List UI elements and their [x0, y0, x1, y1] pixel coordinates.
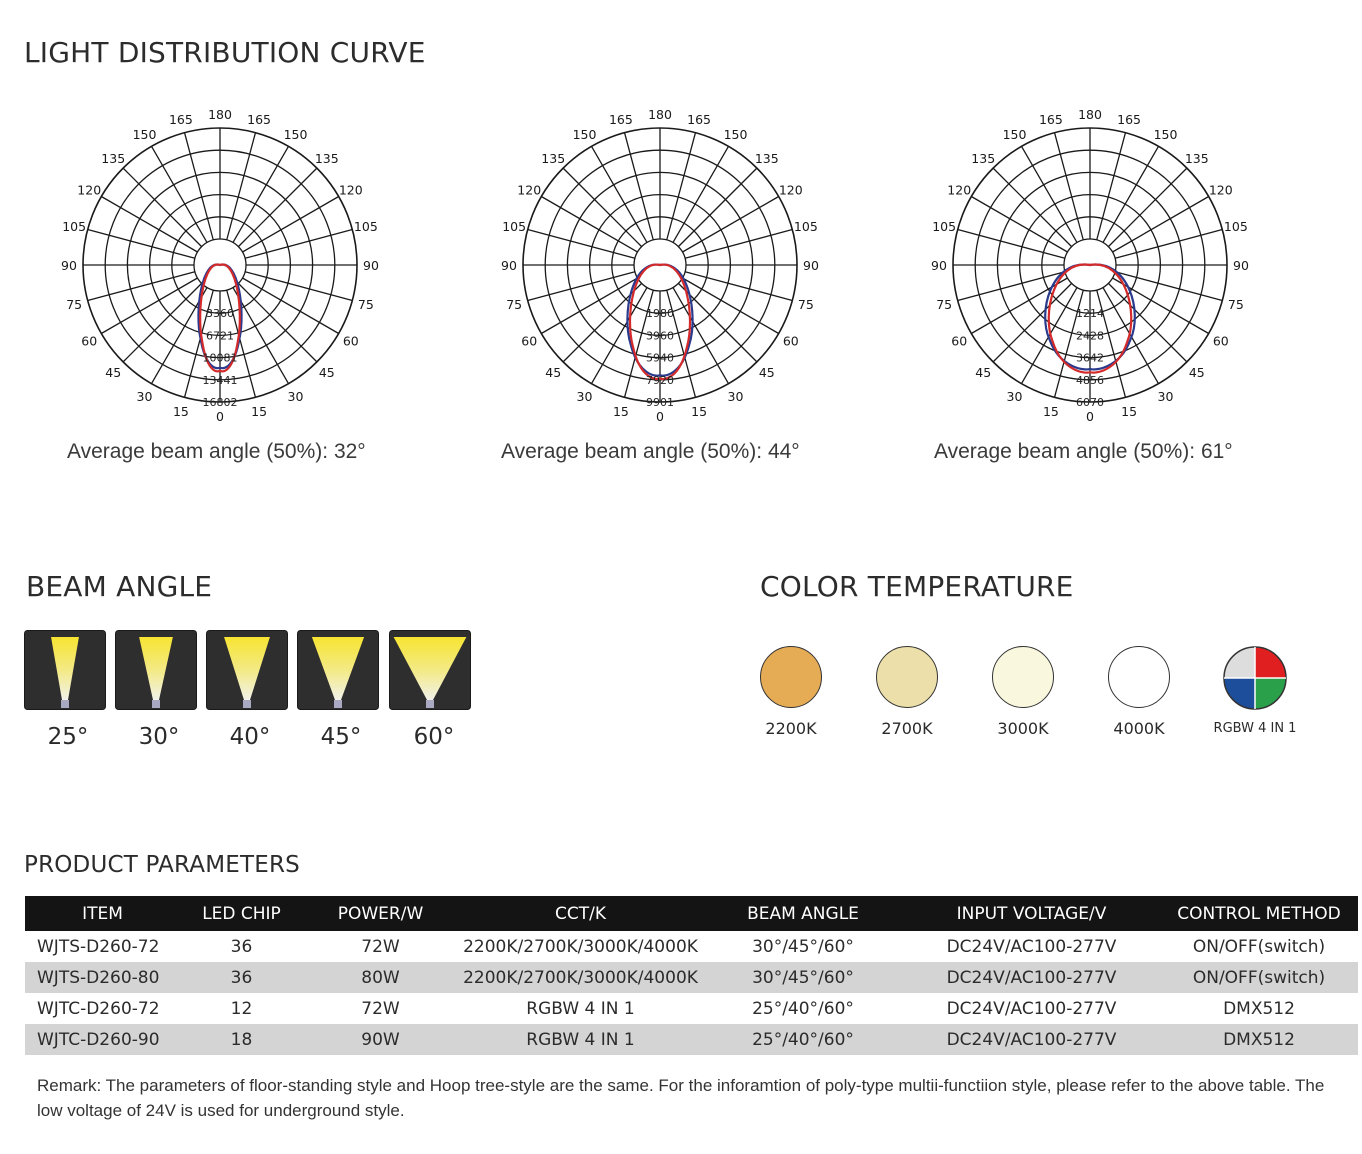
polar-spoke	[238, 283, 316, 361]
product-parameters-title: PRODUCT PARAMETERS	[24, 852, 300, 878]
polar-radial-label: 5940	[646, 351, 674, 365]
polar-angle-label: 75	[797, 297, 814, 313]
polar-spoke	[678, 168, 756, 246]
polar-radial-label: 10081	[202, 351, 238, 365]
polar-angle-label: 165	[1117, 112, 1142, 128]
cell-control-method: ON/OFF(switch)	[1160, 962, 1358, 993]
polar-radial-label: 1980	[646, 307, 674, 321]
cell-cct: RGBW 4 IN 1	[526, 998, 635, 1019]
polar-angle-label: 90	[931, 258, 947, 273]
cell-control-method: DMX512	[1223, 998, 1295, 1019]
cell-item: WJTC-D260-72	[37, 998, 160, 1019]
polar-angle-label: 165	[608, 112, 633, 128]
polar-svg	[480, 100, 840, 430]
polar-radial-label: 1214	[1076, 307, 1104, 321]
cell-item: WJTS-D260-72	[37, 936, 160, 957]
polar-angle-label: 120	[517, 182, 542, 198]
polar-angle-label: 120	[338, 182, 363, 198]
polar-spoke	[528, 272, 635, 301]
cell-input-voltage: DC24V/AC100-277V	[946, 936, 1117, 957]
polar-spoke	[1108, 283, 1186, 361]
cell-beam-angle: 25°/40°/60°	[703, 1024, 903, 1055]
cct-label-2200k: 2200K	[765, 719, 817, 738]
cct-swatch-rgbw	[1223, 646, 1287, 710]
cell-led-chip: 12	[230, 998, 253, 1019]
table-row	[25, 962, 1358, 993]
polar-radial-label: 13441	[202, 373, 238, 387]
polar-chart-61	[910, 100, 1270, 430]
beam-tile-25	[24, 630, 106, 710]
cell-led-chip: 36	[230, 936, 253, 957]
polar-angle-label: 120	[947, 182, 972, 198]
polar-angle-label: 150	[1153, 127, 1178, 143]
polar-angle-label: 165	[168, 112, 193, 128]
polar-radial-label: 3360	[206, 307, 234, 321]
polar-spoke	[958, 230, 1065, 259]
polar-spoke	[625, 133, 654, 240]
beam-label-45: 45°	[320, 724, 362, 750]
header-item: ITEM	[25, 896, 180, 931]
cct-swatch-2200k	[760, 646, 822, 708]
polar-spoke	[667, 133, 696, 240]
polar-angle-label: 30	[576, 388, 593, 404]
polar-angle-label: 60	[342, 333, 359, 349]
cell-cct: 2200K/2700K/3000K/4000K	[463, 936, 698, 957]
polar-angle-label: 150	[723, 127, 748, 143]
table-header-row	[25, 896, 1358, 931]
cct-swatch-2700k	[876, 646, 938, 708]
polar-angle-label: 45	[545, 364, 562, 380]
cell-power: 80W	[303, 962, 458, 993]
cell-cct: 2200K/2700K/3000K/4000K	[458, 962, 703, 993]
polar-angle-label: 45	[758, 364, 775, 380]
beam-label-40: 40°	[229, 724, 271, 750]
polar-radial-label: 9901	[646, 396, 674, 409]
polar-spoke	[1108, 168, 1186, 246]
polar-spoke	[245, 230, 352, 259]
polar-angle-label: 150	[283, 127, 308, 143]
polar-angle-label: 75	[1227, 297, 1244, 313]
polar-angle-label: 15	[691, 403, 708, 419]
cell-led-chip: 36	[180, 962, 303, 993]
polar-chart-44	[480, 100, 840, 430]
polar-angle-label: 0	[216, 409, 224, 424]
polar-angle-label: 60	[81, 333, 98, 349]
polar-angle-label: 30	[1157, 388, 1174, 404]
cct-label-3000k: 3000K	[997, 719, 1049, 738]
polar-angle-label: 45	[318, 364, 335, 380]
polar-spoke	[685, 272, 792, 301]
beam-tile-45	[297, 630, 379, 710]
cell-beam-angle: 25°/40°/60°	[752, 998, 854, 1019]
polar-angle-label: 15	[1121, 403, 1138, 419]
polar-spoke	[238, 168, 316, 246]
polar-angle-label: 30	[1006, 388, 1023, 404]
polar-angle-label: 75	[506, 297, 523, 313]
cell-power: 72W	[361, 998, 400, 1019]
cell-led-chip: 18	[180, 1024, 303, 1055]
color-temperature-title: COLOR TEMPERATURE	[760, 570, 1074, 603]
polar-angle-label: 0	[1086, 409, 1094, 424]
table-row	[25, 1024, 1358, 1055]
light-distribution-title: LIGHT DISTRIBUTION CURVE	[24, 36, 426, 69]
cct-swatch-4000k	[1108, 646, 1170, 708]
polar-radial-label: 3642	[1076, 351, 1104, 365]
remark-text: Remark: The parameters of floor-standing style and Hoop tree-style are the same. For the inforamtion of poly-type multii-functiion style, please refer to the above table. The low voltage of 24V is used for underground style.	[37, 1076, 1325, 1120]
table-row	[25, 931, 1358, 962]
cell-item: WJTS-D260-80	[25, 962, 180, 993]
polar-angle-label: 45	[1188, 364, 1205, 380]
polar-angle-label: 180	[1078, 107, 1102, 122]
header-control-method: CONTROL METHOD	[1160, 896, 1358, 931]
polar-svg	[40, 100, 400, 430]
polar-angle-label: 15	[251, 403, 268, 419]
polar-angle-label: 30	[136, 388, 153, 404]
polar-angle-label: 90	[1233, 258, 1249, 273]
beam-caption-1: Average beam angle (50%): 32°	[67, 440, 366, 463]
polar-angle-label: 135	[754, 151, 779, 167]
polar-radial-label: 3960	[646, 329, 674, 343]
polar-angle-label: 135	[314, 151, 339, 167]
polar-angle-label: 30	[287, 388, 304, 404]
polar-angle-label: 15	[172, 403, 189, 419]
header-cct: CCT/K	[458, 896, 703, 931]
polar-angle-label: 30	[727, 388, 744, 404]
polar-angle-label: 135	[541, 151, 566, 167]
cell-cct: RGBW 4 IN 1	[458, 1024, 703, 1055]
polar-angle-label: 45	[975, 364, 992, 380]
polar-radial-label: 6070	[1076, 396, 1104, 409]
beam-caption-3: Average beam angle (50%): 61°	[934, 440, 1233, 463]
cct-2200k	[746, 646, 836, 738]
cell-control-method: DMX512	[1160, 1024, 1358, 1055]
polar-angle-label: 75	[357, 297, 374, 313]
polar-radial-label: 6721	[206, 329, 234, 343]
cell-item: WJTC-D260-90	[25, 1024, 180, 1055]
polar-spoke	[1055, 133, 1084, 240]
polar-chart-32	[40, 100, 400, 430]
polar-angle-label: 105	[1223, 218, 1248, 234]
polar-spoke	[563, 168, 641, 246]
cct-label-2700k: 2700K	[881, 719, 933, 738]
polar-angle-label: 105	[62, 218, 87, 234]
cct-label-4000k: 4000K	[1113, 719, 1165, 738]
polar-angle-label: 165	[687, 112, 712, 128]
polar-svg	[910, 100, 1270, 430]
polar-angle-label: 120	[77, 182, 102, 198]
cct-4000k	[1094, 646, 1184, 738]
polar-radial-label: 2428	[1076, 329, 1104, 343]
polar-spoke	[993, 168, 1071, 246]
polar-angle-label: 60	[951, 333, 968, 349]
polar-spoke	[123, 168, 201, 246]
polar-angle-label: 120	[1208, 182, 1233, 198]
polar-angle-label: 135	[971, 151, 996, 167]
cct-label-rgbw: RGBW 4 IN 1	[1213, 721, 1297, 736]
polar-angle-label: 90	[501, 258, 517, 273]
polar-radial-label: 16802	[202, 396, 238, 409]
cell-beam-angle: 30°/45°/60°	[752, 936, 854, 957]
polar-angle-label: 15	[1042, 403, 1059, 419]
polar-spoke	[245, 272, 352, 301]
polar-angle-label: 60	[521, 333, 538, 349]
polar-angle-label: 180	[648, 107, 672, 122]
beam-tile-40	[206, 630, 288, 710]
cell-power: 90W	[303, 1024, 458, 1055]
beam-tile-30	[115, 630, 197, 710]
beam-label-30: 30°	[138, 724, 180, 750]
polar-spoke	[685, 230, 792, 259]
polar-angle-label: 60	[1212, 333, 1229, 349]
cct-swatch-3000k	[992, 646, 1054, 708]
polar-angle-label: 90	[363, 258, 379, 273]
parameters-table	[25, 896, 1358, 1055]
header-led-chip: LED CHIP	[180, 896, 303, 931]
polar-angle-label: 150	[572, 127, 597, 143]
polar-angle-label: 150	[1002, 127, 1027, 143]
polar-spoke	[185, 133, 214, 240]
cell-input-voltage: DC24V/AC100-277V	[903, 962, 1160, 993]
cct-2700k	[862, 646, 952, 738]
beam-angle-title: BEAM ANGLE	[26, 570, 213, 603]
polar-angle-label: 105	[793, 218, 818, 234]
polar-angle-label: 90	[61, 258, 77, 273]
polar-angle-label: 120	[778, 182, 803, 198]
polar-angle-label: 165	[1038, 112, 1063, 128]
beam-angle-tiles	[24, 630, 484, 760]
cell-beam-angle: 30°/45°/60°	[703, 962, 903, 993]
polar-angle-label: 75	[66, 297, 83, 313]
beam-label-60: 60°	[413, 724, 455, 750]
cell-input-voltage: DC24V/AC100-277V	[946, 998, 1117, 1019]
table-row	[25, 993, 1358, 1024]
polar-radial-label: 7920	[646, 373, 674, 387]
header-power: POWER/W	[303, 896, 458, 931]
polar-angle-label: 105	[932, 218, 957, 234]
polar-angle-label: 15	[612, 403, 629, 419]
cct-rgbw	[1200, 646, 1310, 736]
polar-spoke	[88, 272, 195, 301]
polar-spoke	[123, 283, 201, 361]
polar-angle-label: 105	[502, 218, 527, 234]
cell-control-method: ON/OFF(switch)	[1192, 936, 1326, 957]
beam-tile-60	[389, 630, 471, 710]
beam-caption-2: Average beam angle (50%): 44°	[501, 440, 800, 463]
header-beam-angle: BEAM ANGLE	[703, 896, 903, 931]
polar-angle-label: 90	[803, 258, 819, 273]
polar-spoke	[88, 230, 195, 259]
polar-spoke	[227, 133, 256, 240]
polar-spoke	[1097, 133, 1126, 240]
beam-label-25: 25°	[47, 724, 89, 750]
cell-input-voltage: DC24V/AC100-277V	[903, 1024, 1160, 1055]
polar-spoke	[1115, 230, 1222, 259]
polar-angle-label: 180	[208, 107, 232, 122]
polar-angle-label: 150	[132, 127, 157, 143]
polar-radial-label: 4856	[1076, 373, 1104, 387]
polar-angle-label: 60	[782, 333, 799, 349]
polar-angle-label: 0	[656, 409, 664, 424]
polar-angle-label: 135	[1184, 151, 1209, 167]
header-input-voltage: INPUT VOLTAGE/V	[903, 896, 1160, 931]
polar-angle-label: 45	[105, 364, 122, 380]
polar-spoke	[993, 283, 1071, 361]
polar-angle-label: 105	[353, 218, 378, 234]
polar-angle-label: 75	[936, 297, 953, 313]
polar-spoke	[528, 230, 635, 259]
polar-angle-label: 165	[247, 112, 272, 128]
cct-3000k	[978, 646, 1068, 738]
cell-power: 72W	[361, 936, 400, 957]
polar-angle-label: 135	[101, 151, 126, 167]
